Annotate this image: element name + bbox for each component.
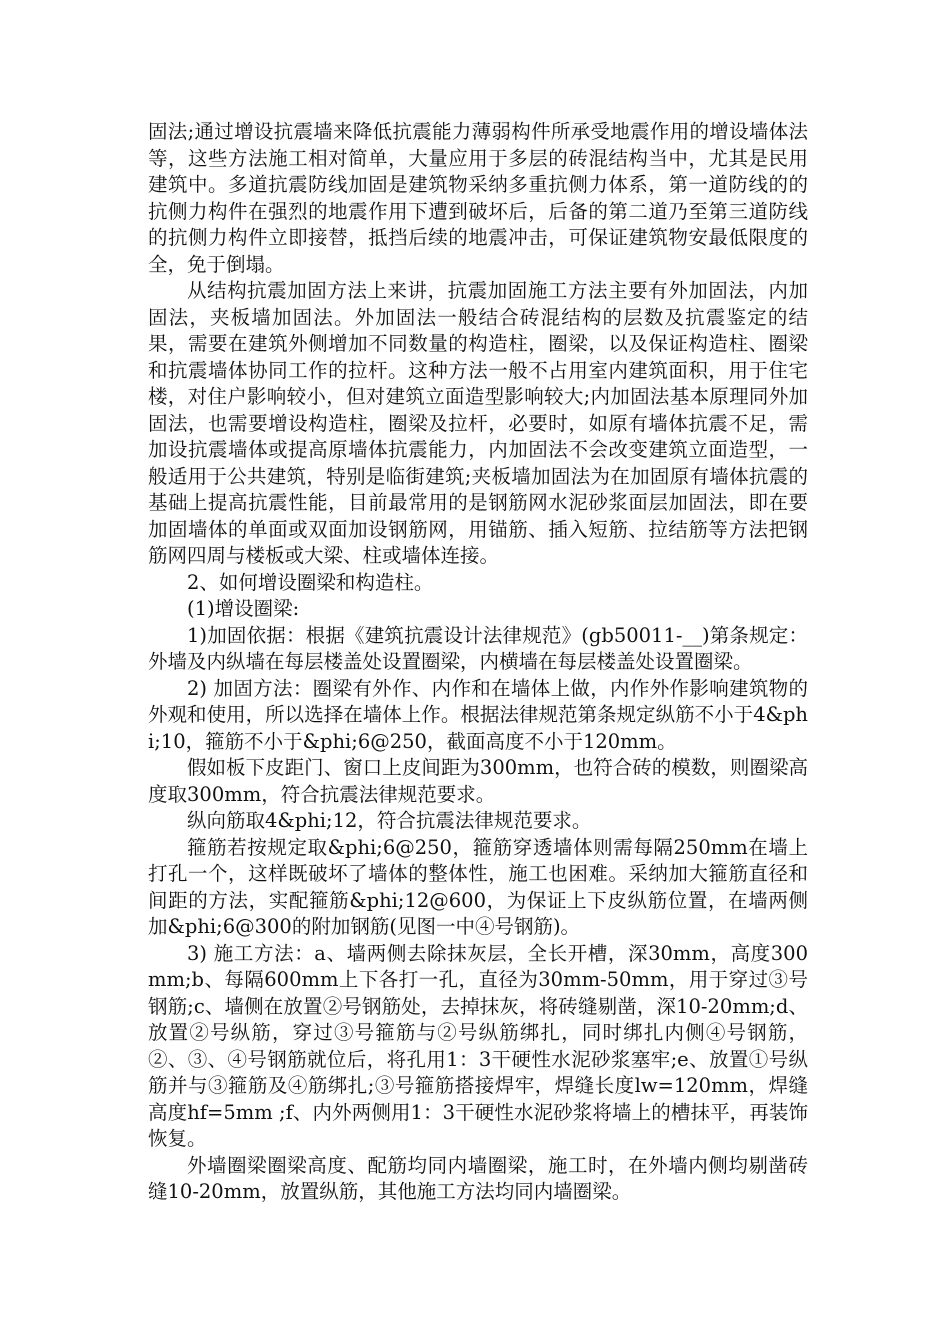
paragraph-stirrups: 箍筋若按规定取&phi;6@250，箍筋穿透墙体则需每隔250mm在墙上打孔一个，这样既破坏了墙体的整体性，施工也困难。采纳加大箍筋直径和间距的方法，实配箍筋&phi;12@600，为保证上下皮纵筋位置，在墙两侧加&phi;6@300的附加钢筋(见图一中④号钢筋)。 [148, 835, 808, 938]
paragraph-construction-method: 3) 施工方法：a、墙两侧去除抹灰层，全长开槽，深30mm，高度300mm;b、每隔600mm上下各打一孔，直径为30mm-50mm，用于穿过③号钢筋;c、墙侧在放置②号钢筋处，去掉抹灰，将砖缝剔凿，深10-20mm;d、放置②号纵筋，穿过③号箍筋与②号纵筋绑扎，同时绑扎内侧④号钢筋，②、③、④号钢筋就位后，将孔用1：3干硬性水泥砂浆塞牢;e、放置①号纵筋并与③箍筋及④筋绑扎;③号箍筋搭接焊牢，焊缝长度lw=120mm，焊缝高度hf=5mm ;f、内外两侧用1：3干硬性水泥砂浆将墙上的槽抹平，再装饰恢复。 [148, 941, 808, 1150]
paragraph-longitudinal-bars: 纵向筋取4&phi;12，符合抗震法律规范要求。 [187, 809, 592, 832]
paragraph-basis: 1)加固依据：根据《建筑抗震设计法律规范》(gb50011-__)第条规定：外墙及内纵墙在每层楼盖处设置圈梁，内横墙在每层楼盖处设置圈梁。 [148, 623, 808, 673]
section-heading-2: 2、如何增设圈梁和构造柱。 [187, 570, 434, 594]
paragraph-reinforcement-methods: 从结构抗震加固方法上来讲，抗震加固施工方法主要有外加固法，内加固法，夹板墙加固法。外加固法一般结合砖混结构的层数及抗震鉴定的结果，需要在建筑外侧增加不同数量的构造柱，圈梁，以及保证构造柱、圈梁和抗震墙体协同工作的拉杆。这种方法一般不占用室内建筑面积，用于住宅楼，对住户影响较小，但对建筑立面造型影响较大;内加固法基本原理同外加固法，也需要增设构造柱，圈梁及拉杆，必要时，如原有墙体抗震不足，需加设抗震墙体或提高原墙体抗震能力，内加固法不会改变建筑立面造型，一般适用于公共建筑，特别是临街建筑;夹板墙加固法为在加固原有墙体抗震的基础上提高抗震性能，目前最常用的是钢筋网水泥砂浆面层加固法，即在要加固墙体的单面或双面加设钢筋网，用锚筋、插入短筋、拉结筋等方法把钢筋网四周与楼板或大梁、柱或墙体连接。 [148, 279, 808, 567]
paragraph-continuation: 固法;通过增设抗震墙来降低抗震能力薄弱构件所承受地震作用的增设墙体法等，这些方法施工相对简单，大量应用于多层的砖混结构当中，尤其是民用建筑中。多道抗震防线加固是建筑物采纳多重抗侧力体系，第一道防线的的抗侧力构件在强烈的地震作用下遭到破坏后，后备的第二道乃至第三道防线的抗侧力构件立即接替，抵挡后续的地震冲击，可保证建筑物安最低限度的全，免于倒塌。 [148, 120, 808, 276]
paragraph-exterior-beam: 外墙圈梁圈梁高度、配筋均同内墙圈梁，施工时，在外墙内侧均剔凿砖缝10-20mm，放置纵筋，其他施工方法均同内墙圈梁。 [148, 1153, 808, 1203]
subsection-heading-1: (1)增设圈梁: [187, 597, 300, 620]
document-body [148, 119, 808, 1206]
paragraph-beam-height: 假如板下皮距门、窗口上皮间距为300mm，也符合砖的模数，则圈梁高度取300mm，符合抗震法律规范要求。 [148, 756, 808, 806]
paragraph-method: 2) 加固方法：圈梁有外作、内作和在墙体上做，内作外作影响建筑物的外观和使用，所以选择在墙体上作。根据法律规范第条规定纵筋不小于4&phi;10，箍筋不小于&phi;6@250，截面高度不小于120mm。 [148, 676, 808, 753]
